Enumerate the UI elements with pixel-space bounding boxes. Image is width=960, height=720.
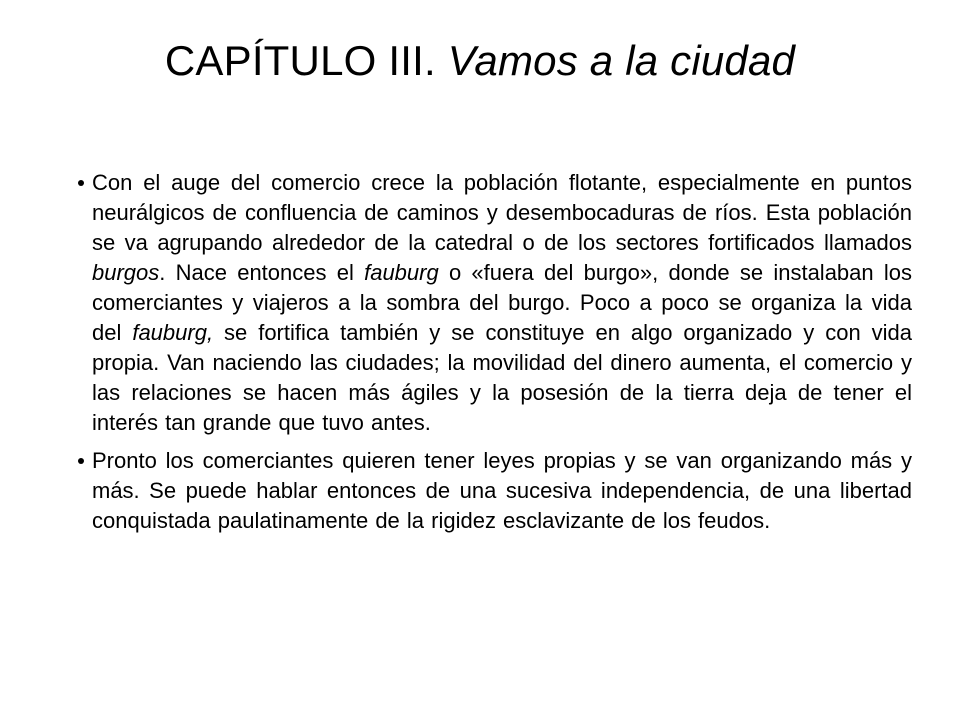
text-segment: Con el auge del comercio crece la población flotante, especialmente en puntos neurálgicos de confluencia de caminos y desembocaduras de ríos. Esta población se va agrupando alrededor de la catedral o de los sectores fortificados llamados: [92, 170, 912, 255]
bullet-item: [78, 168, 912, 438]
bullet-text: [92, 168, 912, 438]
title-italic: Vamos a la ciudad: [447, 37, 796, 84]
text-segment-italic: fauburg: [364, 260, 439, 285]
bullet-item: [78, 446, 912, 536]
text-segment: . Nace entonces el: [159, 260, 365, 285]
text-segment-italic: fauburg,: [132, 320, 214, 345]
text-segment: o «fuera del burgo», donde se instalaban los comerciantes y viajeros a la sombra del burgo. Poco a poco se organiza la vida del: [92, 260, 912, 345]
slide-title: [48, 26, 912, 96]
bullet-dot-icon: [78, 180, 84, 186]
text-segment: Pronto los comerciantes quieren tener leyes propias y se van organizando más y más. Se puede hablar entonces de una sucesiva independencia, de una libertad conquistada paulatinamente de la rigidez esclavizante de los feudos.: [92, 448, 912, 533]
bullet-list: [78, 168, 912, 544]
bullet-text: [92, 446, 912, 536]
text-segment-italic: burgos: [92, 260, 160, 285]
bullet-dot-icon: [78, 458, 84, 464]
text-segment: se fortifica también y se constituye en algo organizado y con vida propia. Van naciendo las ciudades; la movilidad del dinero aumenta, el comercio y las relaciones se hacen más ágiles y la posesión de la tierra deja de tener el interés tan grande que tuvo antes.: [92, 320, 912, 435]
title-prefix: CAPÍTULO III.: [164, 37, 436, 84]
